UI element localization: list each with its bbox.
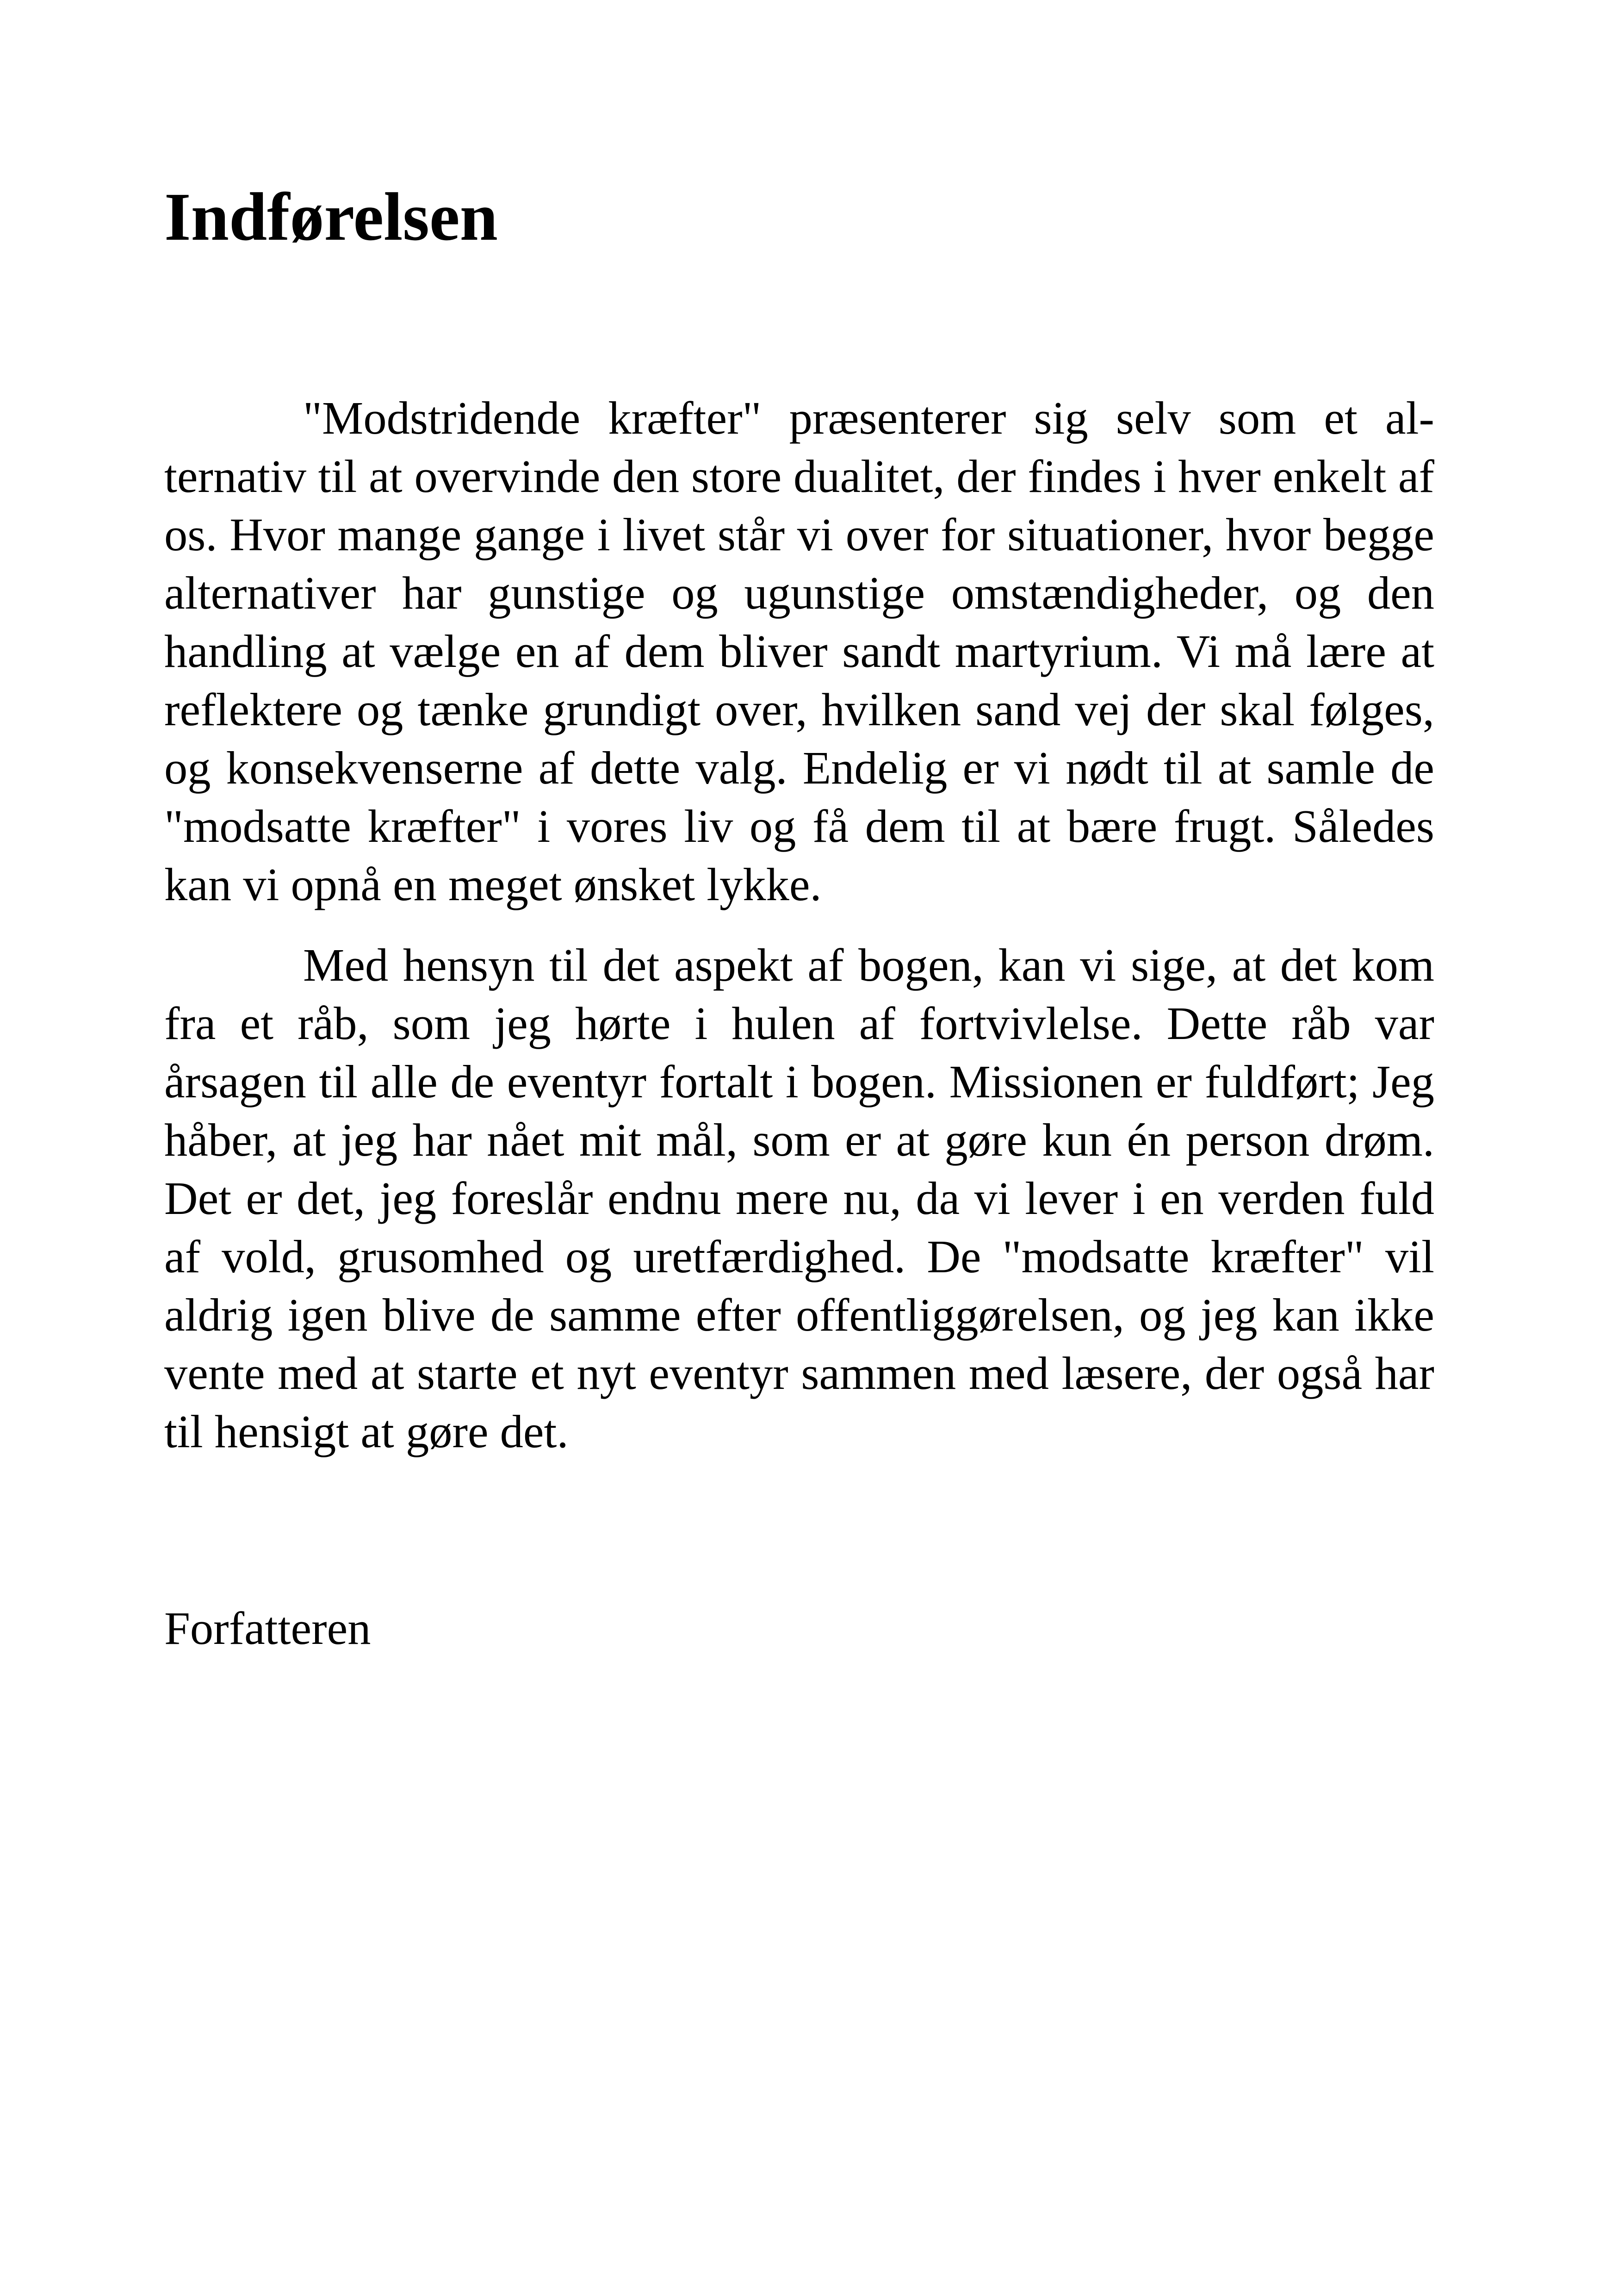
body-text: [164, 389, 1434, 1483]
paragraph-1: "Modstridende kræfter" præsenterer sig selv som et alternativ til at overvinde den store dualitet, der findes i hver enkelt af os. Hvor mange gange i livet står vi over for situationer, hvor begge alternativer har gunstige og ugunstige omstændigheder, og den handling at vælge en af dem bliver sandt martyrium. Vi må lære at reflektere og tænke grundigt over, hvilken sand vej der skal følges, og konsekvenserne af dette valg. Endelig er vi nødt til at samle de "modsatte kræfter" i vores liv og få dem til at bære frugt. Således kan vi opnå en meget ønsket lykke.: [164, 392, 1434, 910]
paragraph-2: Med hensyn til det aspekt af bogen, kan vi sige, at det kom fra et råb, som jeg hørte i hulen af fortvivlelse. Dette råb var årsagen til alle de eventyr fortalt i bogen. Missionen er fuldført; Jeg håber, at jeg har nået mit mål, som er at gøre kun én person drøm. Det er det, jeg foreslår endnu mere nu, da vi lever i en verden fuld af vold, grusomhed og uretfærdighed. De "modsatte kræfter" vil aldrig igen blive de samme efter offentliggørelsen, og jeg kan ikke vente med at starte et nyt eventyr sammen med læsere, der også har til hensigt at gøre det.: [164, 939, 1434, 1457]
chapter-title: Indførelsen: [164, 179, 498, 255]
author-signature: Forfatteren: [164, 1602, 371, 1654]
